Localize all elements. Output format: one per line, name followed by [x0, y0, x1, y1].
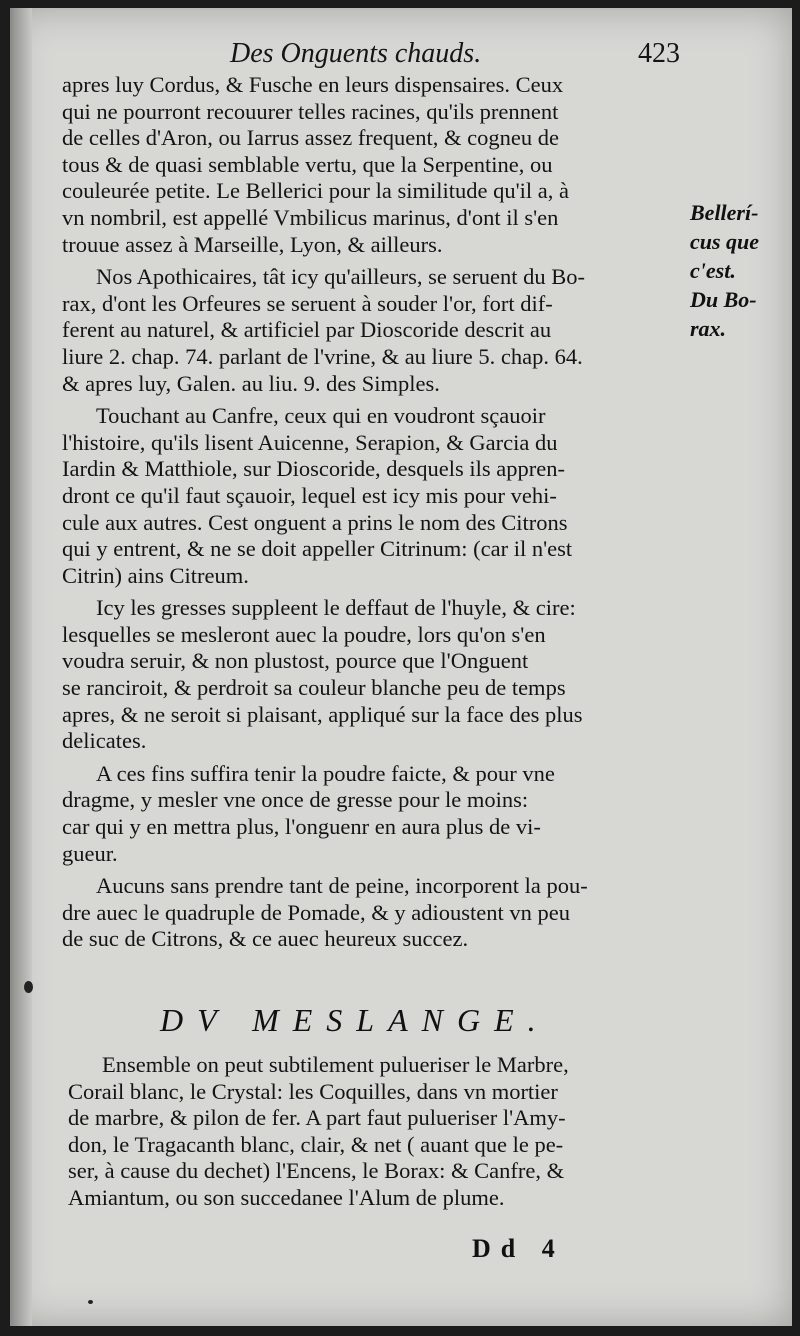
text-line: de suc de Citrons, & ce auec heureux succez.: [62, 926, 469, 952]
main-text: [62, 72, 672, 953]
book-page: [10, 8, 792, 1326]
text-line: gueur.: [62, 840, 118, 866]
text-line: Touchant au Canfre, ceux qui en voudront sçauoir: [96, 403, 546, 429]
ink-speck: [88, 1300, 93, 1304]
page-gutter: [10, 8, 32, 1326]
text-line: trouue assez à Marseille, Lyon, & ailleurs.: [62, 231, 443, 257]
text-line: Aucuns sans prendre tant de peine, incorporent la pou-: [96, 873, 588, 899]
signature-mark: Dd 4: [472, 1234, 565, 1263]
text-line: de celles d'Aron, ou Iarrus assez frequent, & cogneu de: [62, 125, 559, 151]
text-line: Corail blanc, le Crystal: les Coquilles, dans vn mortier: [68, 1078, 558, 1104]
text-line: don, le Tragacanth blanc, clair, & net ( auant que le pe-: [68, 1131, 564, 1157]
text-line: Icy les gresses suppleent le deffaut de l'huyle, & cire:: [96, 595, 576, 621]
text-line: cule aux autres. Cest onguent a prins le nom des Citrons: [62, 509, 568, 535]
text-line: Amiantum, ou son succedanee l'Alum de plume.: [68, 1184, 505, 1210]
text-line: se ranciroit, & perdroit sa couleur blanche peu de temps: [62, 675, 566, 701]
paragraph: [62, 264, 672, 397]
text-line: car qui y en mettra plus, l'onguenr en aura plus de vi-: [62, 814, 541, 840]
margin-note-line: cus que: [690, 229, 760, 254]
text-line: ser, à cause du dechet) l'Encens, le Borax: & Canfre, &: [68, 1158, 565, 1184]
margin-note-line: c'est.: [690, 258, 736, 283]
margin-note-line: Bellerí-: [690, 200, 759, 225]
text-line: couleurée petite. Le Bellerici pour la similitude qu'il a, à: [62, 178, 569, 204]
text-line: Iardin & Matthiole, sur Dioscoride, desquels ils appren-: [62, 456, 566, 482]
text-line: de marbre, & pilon de fer. A part faut pulueriser l'Amy-: [68, 1105, 566, 1131]
text-line: tous & de quasi semblable vertu, que la Serpentine, ou: [62, 151, 553, 177]
paragraph: [62, 761, 672, 867]
margin-notes: [690, 198, 790, 343]
margin-note-line: Du Bo-: [690, 287, 757, 312]
text-line: ferent au naturel, & artificiel par Dioscoride descrit au: [62, 317, 552, 343]
text-line: l'histoire, qu'ils lisent Auicenne, Serapion, & Garcia du: [62, 429, 558, 455]
text-line: Nos Apothicaires, tât icy qu'ailleurs, se seruent du Bo-: [96, 264, 585, 290]
page-number: 423: [638, 38, 680, 69]
paragraph: [62, 72, 672, 258]
text-line: dre auec le quadruple de Pomade, & y adioustent vn peu: [62, 899, 570, 925]
paragraph: [62, 595, 672, 755]
page-header: [230, 38, 680, 74]
text-line: Ensemble on peut subtilement pulueriser le Marbre,: [102, 1052, 569, 1077]
paragraph: [62, 403, 672, 589]
text-line: A ces fins suffira tenir la poudre faicte, & pour vne: [96, 760, 555, 786]
text-line: apres luy Cordus, & Fusche en leurs dispensaires. Ceux: [62, 72, 564, 97]
margin-note-line: rax.: [690, 316, 727, 341]
text-line: & apres luy, Galen. au liu. 9. des Simples.: [62, 370, 440, 396]
text-line: voudra seruir, & non plustost, pource que l'Onguent: [62, 648, 529, 674]
text-line: delicates.: [62, 728, 147, 754]
text-line: dront ce qu'il faut sçauoir, lequel est icy mis pour vehi-: [62, 482, 557, 508]
text-line: vn nombril, est appellé Vmbilicus marinus, d'ont il s'en: [62, 204, 559, 230]
ink-speck: [24, 981, 33, 993]
paragraph: [62, 873, 672, 953]
text-line: apres, & ne seroit si plaisant, appliqué sur la face des plus: [62, 701, 583, 727]
text-line: rax, d'ont les Orfeures se seruent à souder l'or, fort dif-: [62, 290, 553, 316]
text-line: dragme, y mesler vne once de gresse pour le moins:: [62, 787, 529, 813]
text-line: lesquelles se mesleront auec la poudre, lors qu'on s'en: [62, 621, 546, 647]
running-title: Des Onguents chauds.: [230, 38, 482, 69]
section-text: [68, 1052, 673, 1212]
text-line: qui ne pourront recouurer telles racines, qu'ils prennent: [62, 98, 559, 124]
text-line: liure 2. chap. 74. parlant de l'vrine, & au liure 5. chap. 64.: [62, 343, 583, 369]
section-heading: DV MESLANGE.: [160, 1002, 550, 1038]
text-line: Citrin) ains Citreum.: [62, 562, 249, 588]
text-line: qui y entrent, & ne se doit appeller Citrinum: (car il n'est: [62, 536, 573, 562]
